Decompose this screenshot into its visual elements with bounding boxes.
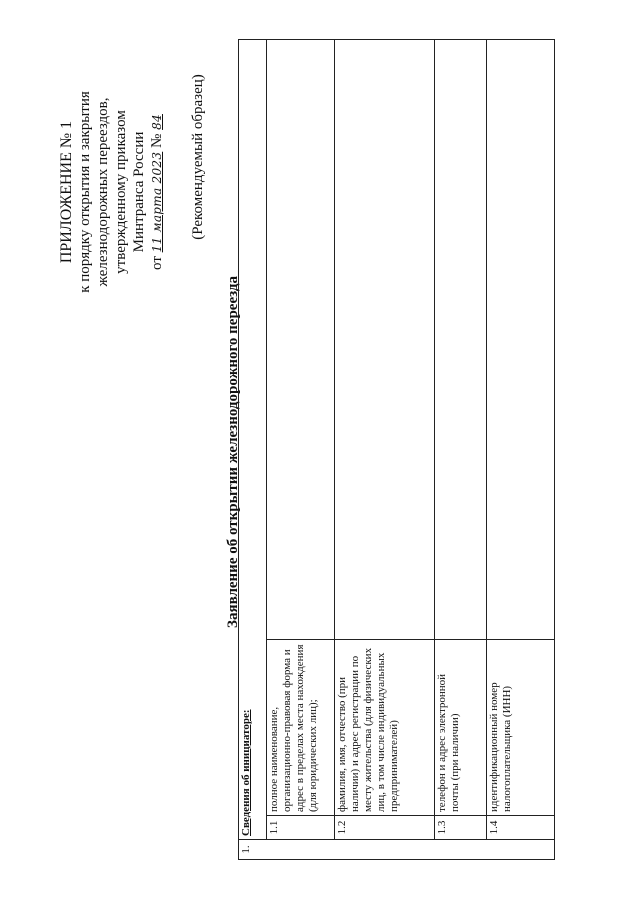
order-date-line (148, 42, 166, 342)
row-label: идентификационный номер налогоплательщика (ИНН) (487, 640, 555, 816)
table-row (435, 39, 487, 859)
from-prefix: от (149, 256, 165, 270)
table-row (487, 39, 555, 859)
table-row (239, 39, 267, 859)
table-row (267, 39, 335, 859)
row-value-cell[interactable] (487, 39, 555, 639)
table-row (335, 39, 435, 859)
row-label: фамилия, имя, отчество (при наличии) и адрес регистрации по месту жительства (для физических лиц, в том числе индивидуальных предпринимателей) (335, 640, 435, 816)
number-label: № (149, 133, 165, 148)
header-line-4: Минтранса России (131, 131, 147, 253)
recommended-sample-note: (Рекомендуемый образец) (190, 74, 206, 240)
applicant-info-table (238, 39, 555, 860)
row-value-cell[interactable] (435, 39, 487, 639)
row-number: 1.4 (487, 816, 555, 840)
row-number: 1.3 (435, 816, 487, 840)
form-title: Заявление об открытии железнодорожного переезда (225, 276, 241, 628)
row-label: полное наименование, организационно-правовая форма и адрес в пределах места нахождения (для юридических лиц); (267, 640, 335, 816)
row-value-cell[interactable] (267, 39, 335, 639)
appendix-header (58, 42, 166, 342)
header-line-1: к порядку открытия и закрытия (77, 91, 93, 293)
row-number: 1.1 (267, 816, 335, 840)
header-line-2: железнодорожных переездов, (95, 97, 111, 287)
appendix-number: ПРИЛОЖЕНИЕ № 1 (58, 120, 75, 264)
order-number: 84 (150, 114, 164, 130)
row-label: телефон и адрес электронной почты (при наличии) (435, 640, 487, 816)
order-date: 11 марта 2023 (150, 151, 164, 253)
section-title: Сведения об инициаторе: (239, 39, 267, 839)
row-value-cell[interactable] (335, 39, 435, 639)
row-number: 1.2 (335, 816, 435, 840)
section-number: 1. (239, 840, 555, 860)
header-line-3: утвержденному приказом (113, 110, 129, 274)
